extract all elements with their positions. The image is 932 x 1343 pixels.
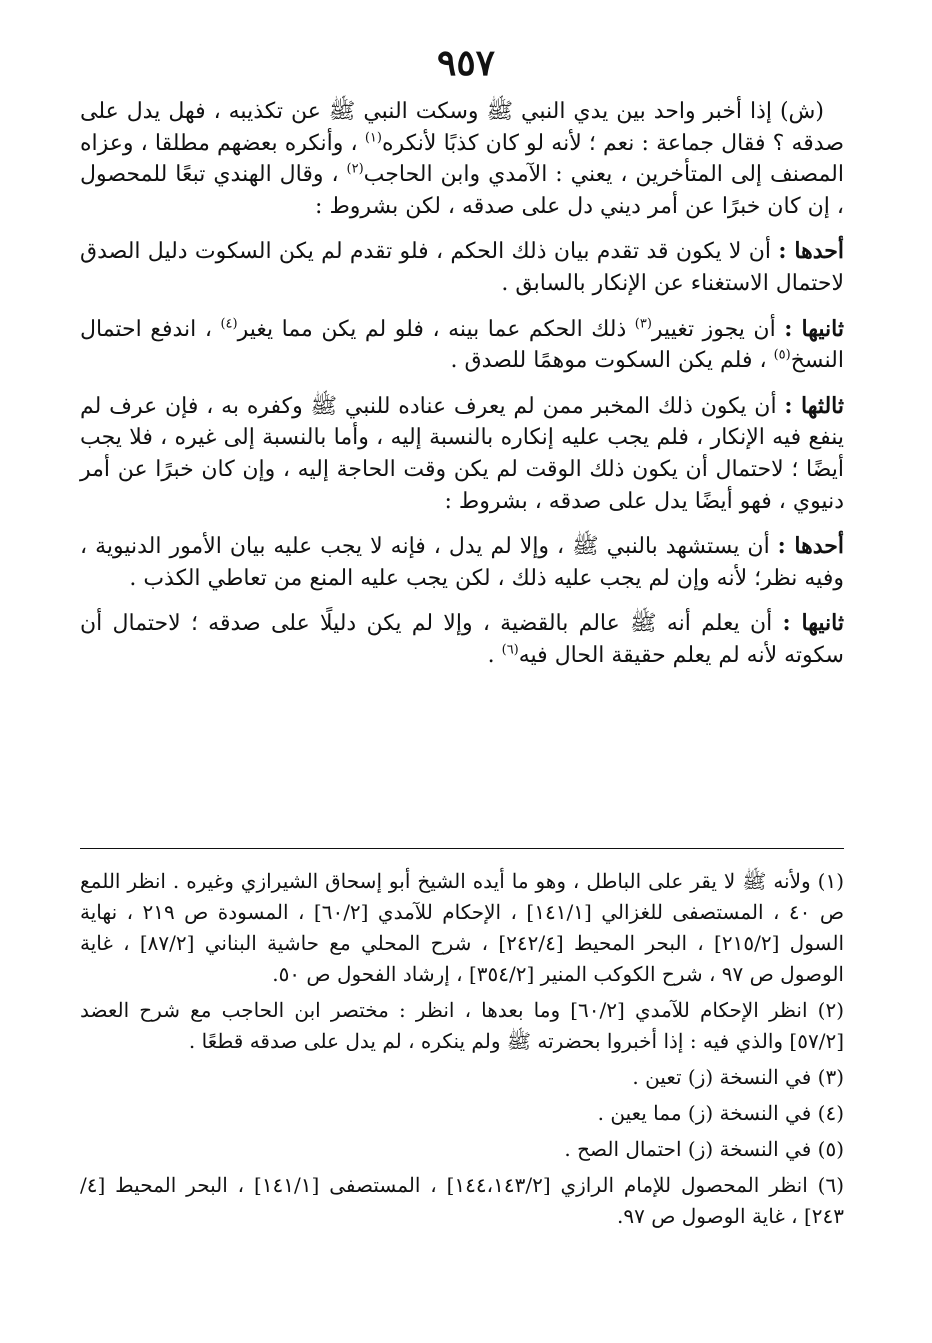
footnote: (١) ولأنه ﷺ لا يقر على الباطل ، وهو ما أيده الشيخ أبو إسحاق الشيرازي وغيره . انظر اللمع ص ٤٠ ، المستصفى للغزالي [١٤١/١] ، الإحكام للآمدي [٦٠/٢] ، المسودة ص ٢١٩ ، نهاية السول [٢١٥/٢] ، البحر المحيط [٢٤٢/٤] ، شرح المحلي مع حاشية البناني [٨٧/٢] ، غاية الوصول ص ٩٧ ، شرح الكوكب المنير [٣٥٤/٢] ، إرشاد الفحول ص ٥٠. [80,869,845,986]
paragraph-text: . [487,642,495,668]
paragraph-text: ذلك الحكم عما بينه ، فلو لم يكن مما يغير [237,316,627,342]
footnote-ref[interactable]: (١) [364,130,382,146]
paragraph-condition [80,608,844,671]
footnote: (٦) انظر المحصول للإمام الرازي [١٤٤،١٤٣/٢] ، المستصفى [١٤١/١] ، البحر المحيط [٤/ ٢٤٣] ، غاية الوصول ص ٩٧. [80,1173,844,1228]
footnote: (٣) في النسخة (ز) تعين . [632,1065,844,1089]
footnote-ref[interactable]: (٥) [773,347,791,363]
paragraph-condition [80,236,844,299]
footnote: (٢) انظر الإحكام للآمدي [٦٠/٢] وما بعدها ، انظر : مختصر ابن الحاجب مع شرح العضد [٥٧/٢] والذي فيه : إذا أخبروا بحضرته ﷺ ولم ينكره ، لم يدل على صدقه قطعًا . [80,998,845,1053]
paragraph-text: (ش) إذا أخبر واحد بين يدي النبي ﷺ وسكت النبي ﷺ عن تكذيبه ، فهل يدل على صدقه ؟ فقال جماعة : نعم ؛ لأنه لو كان كذبًا لأنكره [80,99,845,156]
condition-lead: ثانيها : [784,315,844,342]
paragraph-condition [80,391,844,517]
paragraph-text: ، وقال الهندي تبعًا للمحصول ، إن كان خبرًا عن أمر ديني دل على صدقه ، لكن بشروط : [80,162,844,219]
condition-lead: ثالثها : [784,392,845,419]
footnote-ref[interactable]: (٢) [346,161,364,177]
condition-lead: أحدها : [778,238,844,265]
paragraph-text: أن يستشهد بالنبي ﷺ ، وإلا لم يدل ، فإنه لا يجب عليه بيان الأمور الدنيوية ، وفيه نظر؛ لأنه وإن لم يجب عليه ذلك ، لكن يجب عليه المنع من تعاطي الكذب . [80,534,844,591]
page-number: ٩٥٧ [436,42,495,84]
main-text [80,96,844,686]
condition-lead: ثانيها : [782,610,844,637]
footnote: (٤) في النسخة (ز) مما يعين . [597,1101,844,1125]
paragraph-intro [80,96,844,222]
paragraph-condition [80,314,844,377]
paragraph-text: ، فلم يكن السكوت موهمًا للصدق . [450,348,767,374]
paragraph-text: أن يجوز تغيير [651,316,776,342]
footnote-ref[interactable]: (٣) [634,316,652,332]
paragraph-text: ، اندفع احتمال النسخ [80,316,844,374]
footnote-ref[interactable]: (٦) [501,642,519,658]
footnote-ref[interactable]: (٤) [220,316,238,332]
footnote-divider [80,848,844,849]
paragraph-text: أن يكون ذلك المخبر ممن لم يعرف عناده للنبي ﷺ وكفره به ، فإن عرف لم ينفع فيه الإنكار ، فلم يجب عليه إنكاره بالنسبة إليه ، وأما بالنسبة إلى غيره ، فلا يجب أيضًا ؛ لاحتمال أن يكون ذلك الوقت لم يكن وقت الحاجة إليه ، وإن كان خبرًا عن أمر دنيوي ، فهو أيضًا يدل على صدقه ، بشروط : [80,393,844,514]
condition-lead: أحدها : [777,533,844,560]
footnote: (٥) في النسخة (ز) احتمال الصح . [564,1137,844,1161]
paragraph-condition [80,531,844,594]
paragraph-text: أن يعلم أنه ﷺ عالم بالقضية ، وإلا لم يكن دليلًا على صدقه ؛ لاحتمال أن سكوته لأنه لم يعلم حقيقة الحال فيه [80,611,844,668]
paragraph-text: أن لا يكون قد تقدم بيان ذلك الحكم ، فلو تقدم لم يكن السكوت دليل الصدق لاحتمال الاستغناء عن الإنكار بالسابق . [80,239,844,296]
paragraph-text: ، وأنكره بعضهم مطلقا ، وعزاه المصنف إلى المتأخرين ، يعني : الآمدي وابن الحاجب [80,130,844,188]
footnotes [80,866,844,1237]
